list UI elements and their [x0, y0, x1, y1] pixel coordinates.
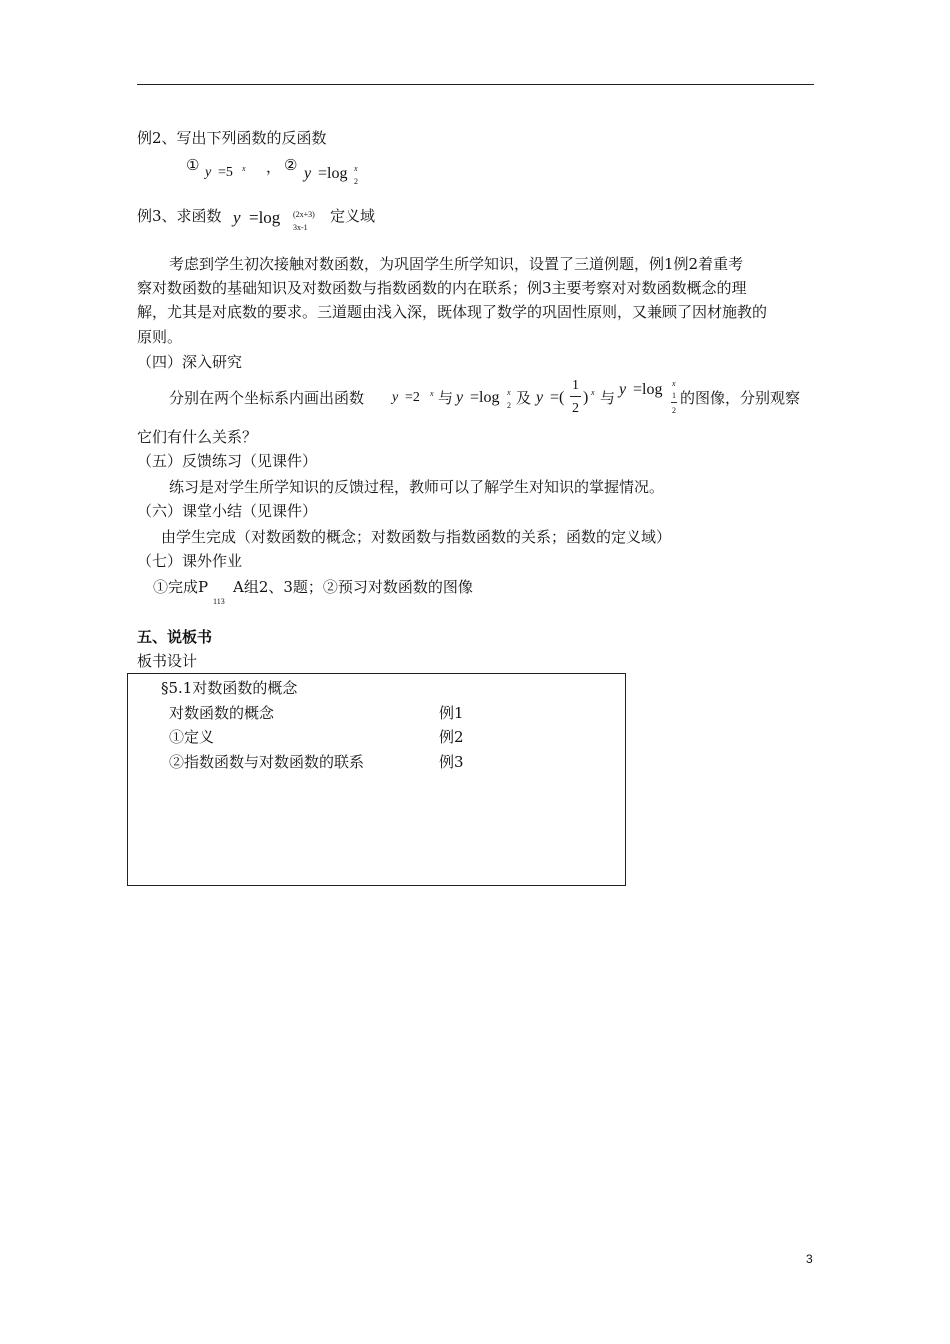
- section4-and-2: 及: [516, 389, 532, 407]
- section4-f3-eq: =(: [550, 389, 565, 406]
- example2-heading: 例2、写出下列函数的反函数: [137, 129, 327, 147]
- page-number: 3: [806, 1252, 813, 1266]
- section4-f2-eq: =log: [470, 389, 500, 406]
- example3-sub: 3x-1: [293, 223, 308, 232]
- section6-body: 由学生完成（对数函数的概念；对数函数与指数函数的关系；函数的定义域）: [161, 528, 672, 546]
- section5-title: （五）反馈练习（见课件）: [137, 452, 318, 470]
- example2-item2-y: y: [304, 165, 312, 182]
- example3-sup: (2x+3): [293, 210, 315, 219]
- section4-f3-fraction-bar: [570, 396, 581, 397]
- example2-item2-eq: =log: [318, 165, 348, 182]
- board-row-1-right: 例1: [439, 704, 464, 722]
- section4-f3-numerator: 1: [572, 378, 579, 393]
- section4-line-2: 它们有什么关系？: [137, 428, 258, 446]
- section4-and-3: 与: [600, 389, 616, 407]
- section4-f3-y: y: [536, 389, 544, 406]
- section4-tail: 的图像，分别观察: [680, 389, 801, 407]
- board-row-3-right: 例3: [439, 753, 464, 771]
- example2-item2-sub: 2: [354, 177, 358, 186]
- section4-f1-sup: x: [430, 389, 434, 398]
- example2-item1-mark: ①: [186, 156, 200, 174]
- section4-f4-sup: x: [672, 379, 676, 388]
- section7-body-b: A组2、3题；②预习对数函数的图像: [233, 578, 473, 596]
- example2-item2-mark: ②: [284, 156, 298, 174]
- example2-item2-sup: x: [354, 164, 358, 173]
- example3-lead: 例3、求函数: [137, 207, 222, 225]
- section7-body-a: ①完成P: [153, 578, 209, 596]
- example2-separator: ，: [266, 158, 282, 176]
- section4-f1-eq: =2: [405, 390, 420, 405]
- section4-f4-sub-numerator: 1: [672, 391, 676, 400]
- example3-y: y: [233, 208, 241, 227]
- board-row-2-left: ①定义: [169, 728, 215, 746]
- board-row-2-right: 例2: [439, 728, 464, 746]
- section4-f3-denominator: 2: [572, 401, 579, 416]
- header-rule: [137, 84, 814, 85]
- section4-f2-sup: x: [507, 388, 511, 397]
- part5-heading: 五、说板书: [137, 628, 213, 646]
- example3-eq: =log: [249, 208, 281, 227]
- section4-f4-sub-bar: [671, 402, 677, 403]
- example3-tail: 定义域: [330, 207, 376, 225]
- section4-f4-sub-denominator: 2: [672, 406, 676, 415]
- section5-body: 练习是对学生所学知识的反馈过程，教师可以了解学生对知识的掌握情况。: [169, 478, 665, 496]
- section4-title: （四）深入研究: [137, 353, 243, 371]
- section7-body-subscript: 113: [213, 597, 225, 606]
- board-row-3-left: ②指数函数与对数函数的联系: [169, 753, 365, 771]
- section7-title: （七）课外作业: [137, 552, 243, 570]
- section4-f2-y: y: [456, 389, 464, 406]
- section4-and-1: 与: [438, 389, 454, 407]
- paragraph-line-2: 察对数函数的基础知识及对数函数与指数函数的内在联系；例3主要考察对对数函数概念的理: [137, 279, 747, 297]
- part5-subheading: 板书设计: [137, 652, 198, 670]
- section4-lead: 分别在两个坐标系内画出函数: [169, 389, 365, 407]
- example2-item1-y: y: [205, 165, 212, 180]
- section4-f1-y: y: [392, 390, 399, 405]
- section4-f3-sup: x: [591, 388, 595, 397]
- section4-f4-y: y: [619, 381, 627, 398]
- example2-item1-sup: x: [242, 164, 246, 173]
- paragraph-line-4: 原则。: [137, 328, 183, 346]
- section4-f4-eq: =log: [633, 381, 663, 398]
- example2-item1-eq: =5: [218, 165, 233, 180]
- board-row-1-left: 对数函数的概念: [169, 704, 275, 722]
- section6-title: （六）课堂小结（见课件）: [137, 502, 318, 520]
- paragraph-line-1: 考虑到学生初次接触对数函数，为巩固学生所学知识，设置了三道例题，例1例2着重考: [169, 255, 744, 273]
- paragraph-line-3: 解，尤其是对底数的要求。三道题由浅入深，既体现了数学的巩固性原则，又兼顾了因材施教的: [137, 303, 768, 321]
- section4-f3-close: ): [583, 389, 589, 406]
- section4-f2-sub: 2: [507, 401, 511, 410]
- board-title: §5.1对数函数的概念: [161, 679, 298, 697]
